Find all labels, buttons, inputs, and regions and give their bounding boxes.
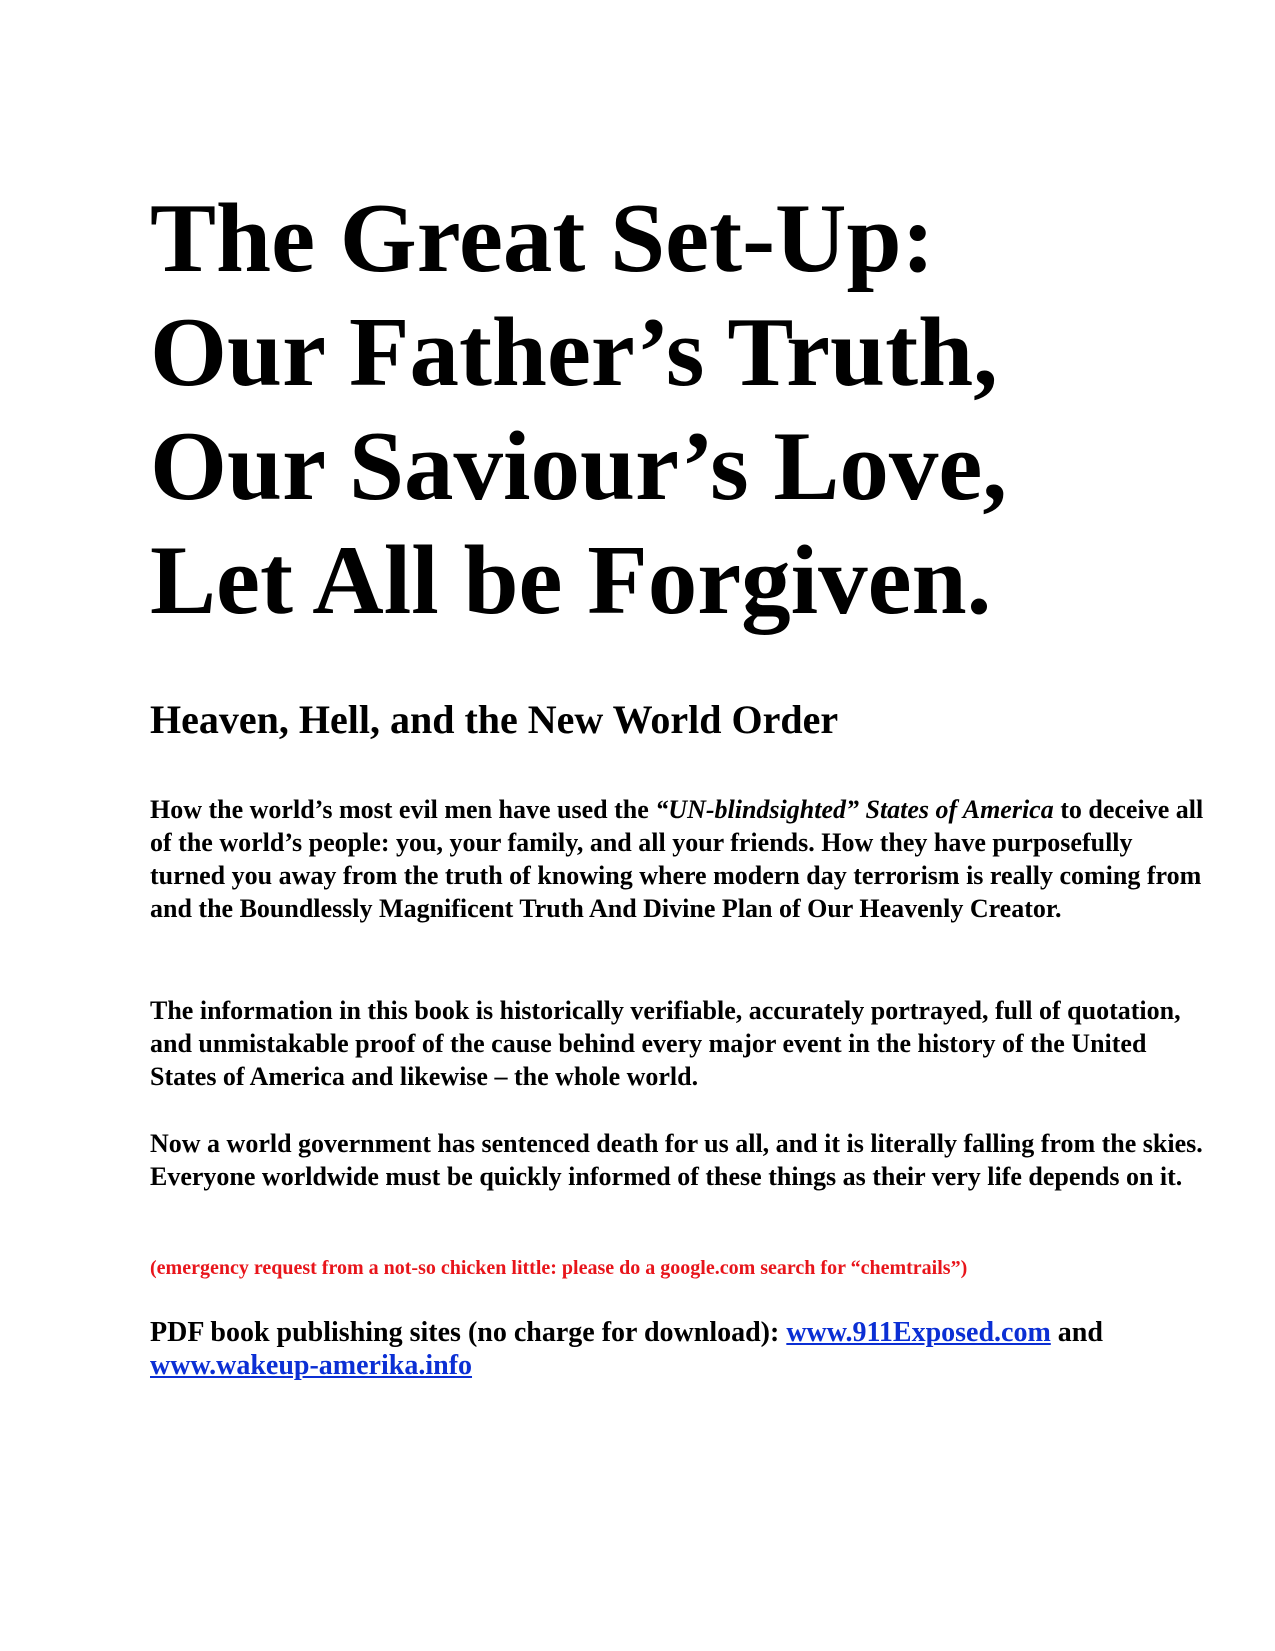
- title-line-3: Our Saviour’s Love,: [150, 412, 1008, 521]
- intro-paragraph: [150, 793, 1210, 925]
- intro-rest-text: to deceive all of the world’s people: you, your family, and all your friends. How they have purposefully turned you away from the truth of knowing where modern day terrorism is really coming from and the Boundlessly Magnificent Truth And Divine Plan of Our Heavenly Creator.: [150, 795, 1204, 923]
- world-government-paragraph: Now a world government has sentenced death for us all, and it is literally falling from the skies. Everyone worldwide must be quickly informed of these things as their very life depends on it.: [150, 1129, 1203, 1191]
- pdf-lead-text: PDF book publishing sites (no charge for download):: [150, 1317, 787, 1348]
- intro-lead-text: How the world’s most evil men have used the: [150, 795, 656, 824]
- intro-italic-text: “UN-blindsighted” States of America: [655, 795, 1054, 824]
- information-paragraph: The information in this book is historically verifiable, accurately portrayed, full of quotation, and unmistakable proof of the cause behind every major event in the history of the United States of America and likewise – the whole world.: [150, 996, 1181, 1091]
- title-line-4: Let All be Forgiven.: [150, 526, 992, 635]
- pdf-between-text: and: [1050, 1317, 1103, 1348]
- emergency-note: (emergency request from a not-so chicken little: please do a google.com search for “chemtrails”): [150, 1257, 968, 1279]
- link-wakeup-amerika[interactable]: www.wakeup-amerika.info: [150, 1350, 473, 1381]
- title-line-2: Our Father’s Truth,: [150, 298, 998, 407]
- pdf-sites-line: [150, 1316, 1210, 1382]
- title-line-1: The Great Set-Up:: [150, 184, 935, 293]
- page-title: [150, 182, 1210, 638]
- link-911exposed[interactable]: www.911Exposed.com: [786, 1317, 1051, 1348]
- subtitle: Heaven, Hell, and the New World Order: [150, 697, 839, 742]
